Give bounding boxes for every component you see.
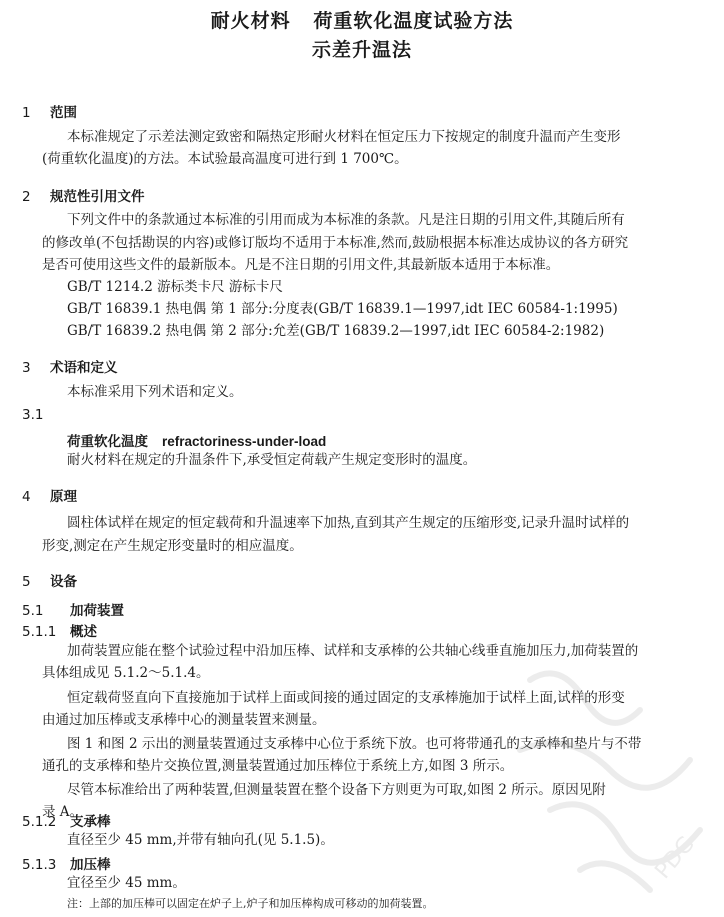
section-number: 2 — [22, 189, 31, 205]
watermark-text: PDG — [650, 831, 700, 884]
paragraph-line: 通孔的支承棒和垫片交换位置,测量装置通过加压棒位于系统上方,如图 3 所示。 — [42, 758, 514, 774]
section-number: 4 — [22, 489, 31, 505]
section-number: 5.1.3 — [22, 857, 57, 873]
paragraph-line: 是否可使用这些文件的最新版本。凡是不注日期的引用文件,其最新版本适用于本标准。 — [42, 257, 560, 273]
section-title: 范围 — [50, 105, 77, 121]
paragraph-line: 录 A。 — [42, 804, 84, 820]
section-5-heading — [22, 570, 77, 590]
section-number: 3 — [22, 360, 31, 376]
paragraph-line: 图 1 和图 2 示出的测量装置通过支承棒中心位于系统下放。也可将带通孔的支承棒和垫片与不带 — [67, 736, 642, 752]
section-title: 规范性引用文件 — [50, 189, 145, 205]
paragraph-line: 的修改单(不包括勘误的内容)或修订版均不适用于本标准,然而,鼓励根据本标准达成协议的各方研究 — [42, 235, 629, 251]
paragraph-line: 由通过加压棒或支承棒中心的测量装置来测量。 — [42, 712, 326, 728]
subsection-3-1-number — [22, 407, 70, 423]
paragraph-line: 恒定载荷竖直向下直接施加于试样上面或间接的通过固定的支承棒施加于试样上面,试样的形变 — [67, 690, 625, 706]
section-title: 加压棒 — [70, 857, 111, 873]
subsection-5-1-heading — [22, 599, 124, 619]
paragraph-line: (荷重软化温度)的方法。本试验最高温度可进行到 1 700℃。 — [42, 151, 408, 167]
watermark-stamp — [490, 640, 720, 910]
subsection-5-1-2-heading — [22, 810, 111, 830]
section-title: 加荷装置 — [70, 603, 124, 619]
section-title: 原理 — [50, 489, 77, 505]
paragraph-line: 形变,测定在产生规定形变量时的相应温度。 — [42, 538, 303, 554]
note-text: 注：上部的加压棒可以固定在炉子上,炉子和加压棒构成可移动的加荷装置。 — [67, 897, 434, 910]
section-number: 1 — [22, 105, 31, 121]
section-1-heading — [22, 101, 77, 121]
paragraph-line: 具体组成见 5.1.2～5.1.4。 — [42, 665, 210, 681]
section-title: 术语和定义 — [50, 360, 118, 376]
reference-item: GB/T 1214.2 游标类卡尺 游标卡尺 — [67, 279, 283, 295]
paragraph-line: 尽管本标准给出了两种装置,但测量装置在整个设备下方则更为可取,如图 2 所示。原因见附 — [67, 782, 606, 798]
document-title-line2: 示差升温法 — [311, 39, 412, 61]
subsection-5-1-3-heading — [22, 853, 111, 873]
section-number: 5 — [22, 574, 31, 590]
section-number: 3.1 — [22, 407, 44, 423]
term-english: refractoriness-under-load — [162, 434, 327, 449]
term-entry — [67, 430, 326, 450]
document-title-line1: 耐火材料 荷重软化温度试验方法 — [210, 10, 514, 32]
paragraph-line: 直径至少 45 mm,并带有轴向孔(见 5.1.5)。 — [67, 832, 334, 848]
paragraph-line: 本标准采用下列术语和定义。 — [67, 384, 243, 400]
subsection-5-1-1-heading — [22, 620, 97, 640]
section-title: 支承棒 — [70, 814, 111, 830]
paragraph-line: 加荷装置应能在整个试验过程中沿加压棒、试样和支承棒的公共轴心线垂直施加压力,加荷装置的 — [67, 643, 639, 659]
paragraph-line: 圆柱体试样在规定的恒定载荷和升温速率下加热,直到其产生规定的压缩形变,记录升温时试样的 — [67, 515, 630, 531]
section-number: 5.1 — [22, 603, 44, 619]
reference-item: GB/T 16839.2 热电偶 第 2 部分:允差(GB/T 16839.2—1997,idt IEC 60584-2:1982) — [67, 323, 605, 339]
section-title: 设备 — [50, 574, 77, 590]
section-number: 5.1.2 — [22, 814, 57, 830]
section-number: 5.1.1 — [22, 624, 57, 640]
section-2-heading — [22, 185, 145, 205]
term-chinese: 荷重软化温度 — [67, 434, 148, 450]
definition-text: 耐火材料在规定的升温条件下,承受恒定荷载产生规定变形时的温度。 — [67, 452, 477, 468]
section-4-heading — [22, 485, 77, 505]
section-3-heading — [22, 356, 118, 376]
reference-item: GB/T 16839.1 热电偶 第 1 部分:分度表(GB/T 16839.1—1997,idt IEC 60584-1:1995) — [67, 301, 618, 317]
section-title: 概述 — [70, 624, 97, 640]
paragraph-line: 下列文件中的条款通过本标准的引用而成为本标准的条款。凡是注日期的引用文件,其随后所有 — [67, 212, 625, 228]
paragraph-line: 本标准规定了示差法测定致密和隔热定形耐火材料在恒定压力下按规定的制度升温而产生变形 — [67, 129, 621, 145]
paragraph-line: 宜径至少 45 mm。 — [67, 875, 186, 891]
